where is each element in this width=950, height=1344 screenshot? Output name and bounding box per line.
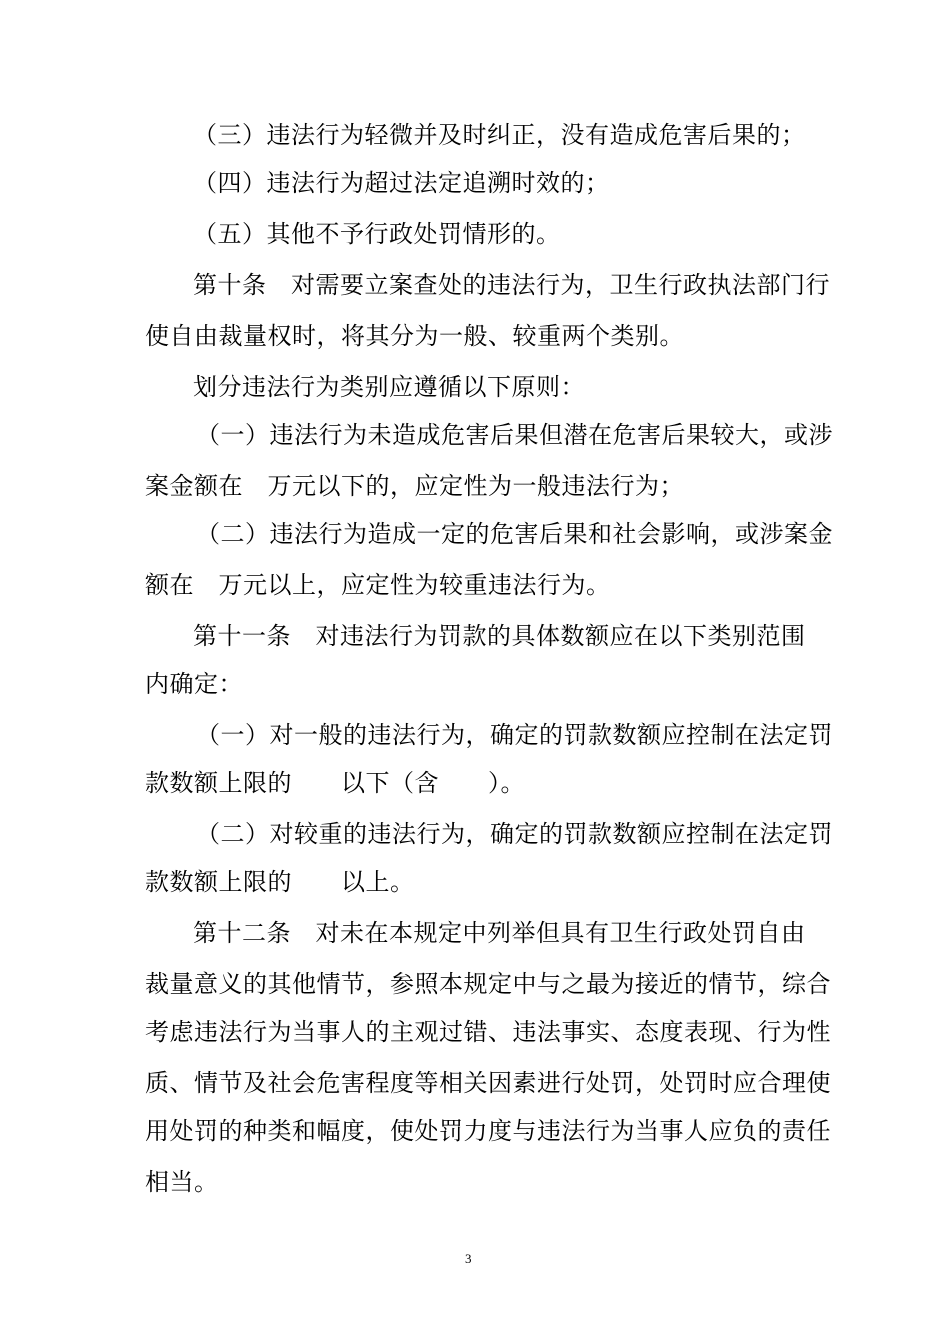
fine-rule-2-line-1: （二）对较重的违法行为，确定的罚款数额应控制在法定罚 (196, 820, 833, 848)
fine-rule-1-line-1: （一）对一般的违法行为，确定的罚款数额应控制在法定罚 (196, 721, 833, 749)
article-12-line-1: 第十二条 对未在本规定中列举但具有卫生行政处罚自由 (193, 919, 806, 947)
fine-rule-2-line-2: 款数额上限的 以上。 (145, 868, 415, 896)
principle-2-line-2: 额在 万元以上，应定性为较重违法行为。 (145, 571, 611, 599)
principle-2-line-1: （二）违法行为造成一定的危害后果和社会影响，或涉案金 (196, 520, 833, 548)
item-3-line: （三）违法行为轻微并及时纠正，没有造成危害后果的； (193, 121, 806, 149)
article-12-line-5: 用处罚的种类和幅度，使处罚力度与违法行为当事人应负的责任 (145, 1117, 831, 1145)
article-12-line-6: 相当。 (145, 1168, 219, 1196)
item-5-line: （五）其他不予行政处罚情形的。 (193, 220, 561, 248)
page-number: 3 (465, 1251, 472, 1266)
article-10-line-2: 使自由裁量权时，将其分为一般、较重两个类别。 (145, 322, 684, 350)
fine-rule-1-line-2: 款数额上限的 以下（含 ）。 (145, 769, 525, 797)
principles-intro: 划分违法行为类别应遵循以下原则： (193, 373, 585, 401)
article-12-line-3: 考虑违法行为当事人的主观过错、违法事实、态度表现、行为性 (145, 1018, 831, 1046)
item-4-line: （四）违法行为超过法定追溯时效的； (193, 169, 610, 197)
article-11-line-1: 第十一条 对违法行为罚款的具体数额应在以下类别范围 (193, 622, 806, 650)
principle-1-line-2: 案金额在 万元以下的，应定性为一般违法行为； (145, 472, 684, 500)
article-10-line-1: 第十条 对需要立案查处的违法行为，卫生行政执法部门行 (193, 271, 830, 299)
article-11-line-2: 内确定： (145, 670, 243, 698)
article-12-line-2: 裁量意义的其他情节，参照本规定中与之最为接近的情节，综合 (145, 970, 831, 998)
principle-1-line-1: （一）违法行为未造成危害后果但潜在危害后果较大，或涉 (196, 421, 833, 449)
article-12-line-4: 质、情节及社会危害程度等相关因素进行处罚，处罚时应合理使 (145, 1069, 831, 1097)
